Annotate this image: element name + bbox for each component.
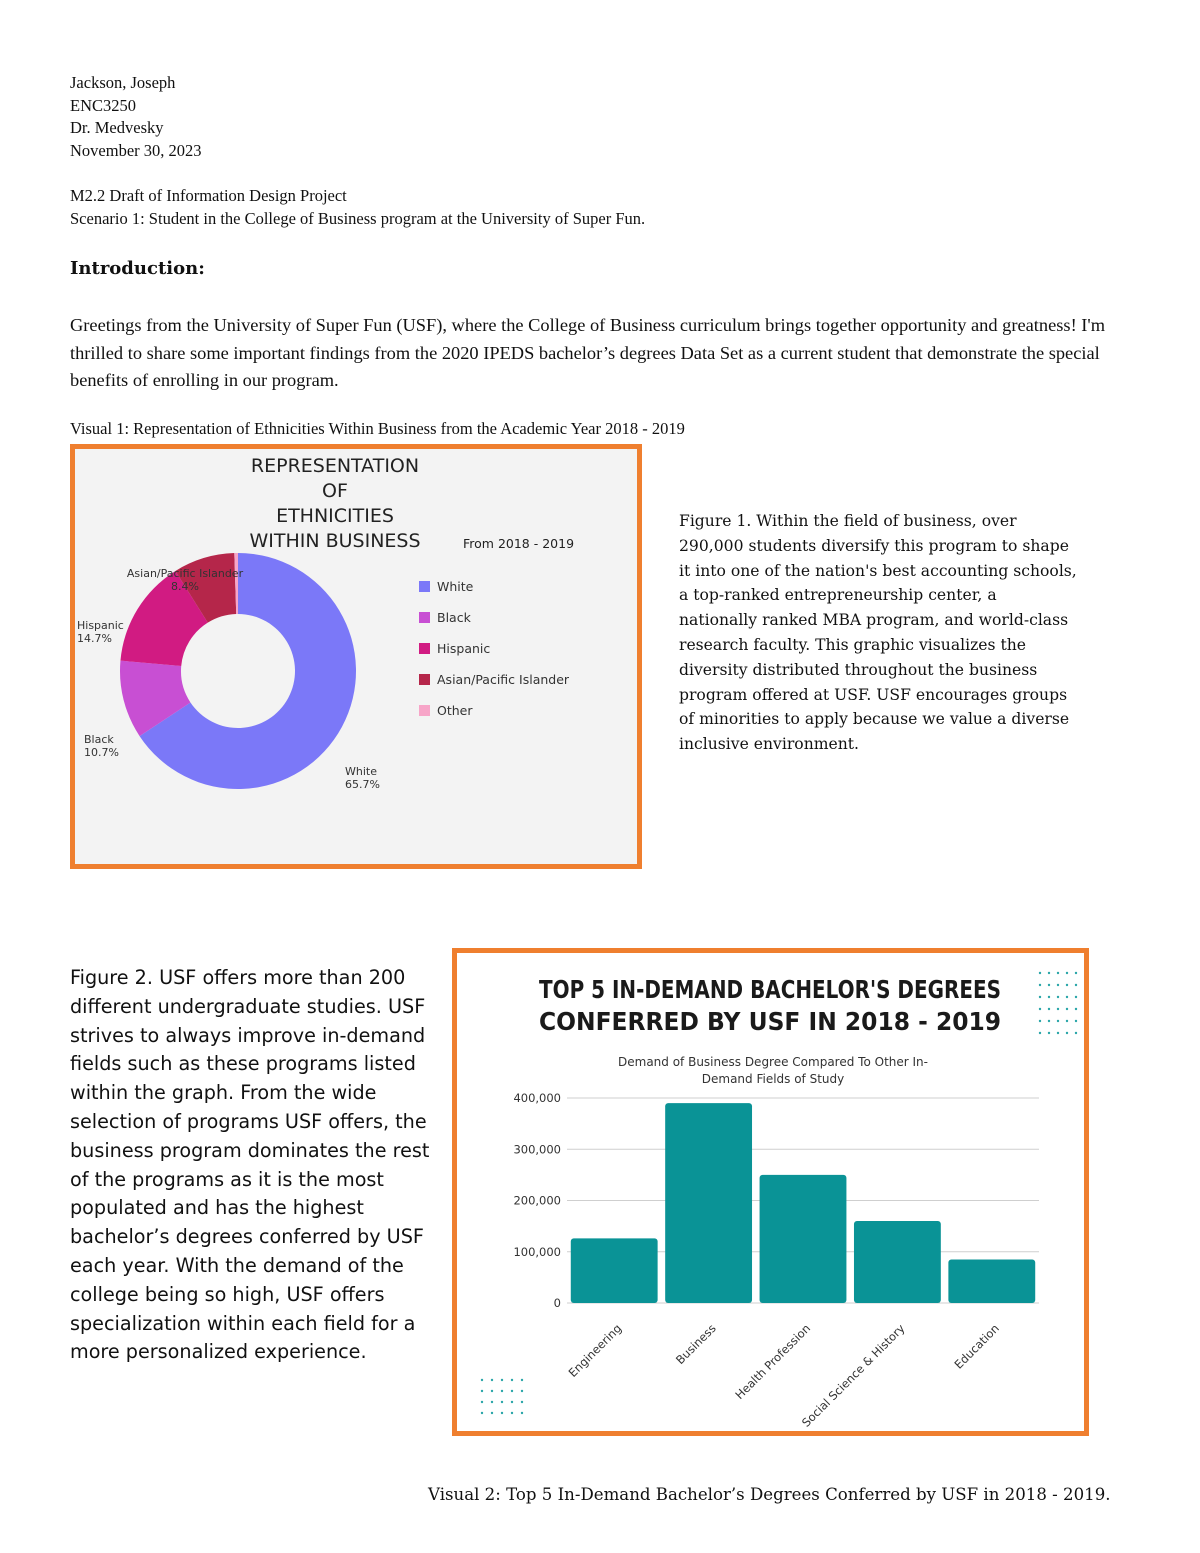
legend-swatch bbox=[419, 581, 430, 592]
donut-label-value: 8.4% bbox=[171, 580, 199, 593]
donut-title-line: REPRESENTATION bbox=[250, 455, 420, 477]
degrees-bar-chart bbox=[457, 953, 1084, 1431]
bar-chart-title-line: TOP 5 IN-DEMAND BACHELOR'S DEGREES bbox=[539, 975, 1001, 1004]
y-tick-label: 400,000 bbox=[513, 1091, 561, 1105]
intro-heading: Introduction: bbox=[70, 258, 205, 279]
donut-label-name: Black bbox=[84, 733, 114, 746]
intro-paragraph: Greetings from the University of Super Fun (USF), where the College of Business curriculum brings together opportunity and greatness! I'm thrilled to share some important findings from the 2020 IPEDS bachelor’s degrees Data Set as a current student that demonstrate the special benefits of enrolling in our program. bbox=[70, 315, 1106, 390]
figure1-text: Figure 1. Within the field of business, over 290,000 students diversify this program to shape it into one of the nation's best accounting schools, a top-ranked entrepreneurship center, a nationally ranked MBA program, and world-class research faculty. This graphic visualizes the diversity distributed throughout the business program offered at USF. USF encourages groups of minorities to apply because we value a diverse inclusive environment. bbox=[679, 512, 1077, 754]
x-tick-label: Engineering bbox=[565, 1321, 625, 1380]
dot bbox=[481, 1401, 483, 1403]
scenario-line: Scenario 1: Student in the College of Business program at the University of Super Fun. bbox=[70, 208, 646, 228]
donut-title bbox=[249, 455, 420, 552]
dot bbox=[491, 1379, 493, 1381]
dot bbox=[1039, 1032, 1041, 1034]
dot bbox=[1066, 984, 1068, 986]
bar-chart-subtitle-line: Demand of Business Degree Compared To Other In- bbox=[618, 1055, 928, 1069]
bar-chart-title-line: CONFERRED BY USF IN 2018 - 2019 bbox=[539, 1007, 1001, 1036]
dot bbox=[1048, 984, 1050, 986]
dot bbox=[1066, 972, 1068, 974]
legend-label: Other bbox=[437, 703, 473, 718]
legend-swatch bbox=[419, 674, 430, 685]
ethnicity-donut-chart bbox=[75, 449, 637, 864]
dot bbox=[511, 1390, 513, 1392]
dot bbox=[511, 1401, 513, 1403]
dot bbox=[1039, 1008, 1041, 1010]
dot bbox=[511, 1412, 513, 1414]
donut-title-line: ETHNICITIES bbox=[276, 505, 394, 527]
assignment-title: M2.2 Draft of Information Design Project bbox=[70, 185, 347, 205]
x-tick-label: Health Profession bbox=[732, 1321, 814, 1403]
dot bbox=[1039, 1020, 1041, 1022]
donut-title-line: OF bbox=[322, 480, 348, 502]
dot bbox=[511, 1379, 513, 1381]
dot bbox=[1057, 1008, 1059, 1010]
x-tick-label: Business bbox=[672, 1321, 719, 1367]
dot bbox=[521, 1412, 523, 1414]
dot bbox=[491, 1401, 493, 1403]
ethnicity-chart-frame bbox=[70, 444, 642, 869]
y-tick-label: 100,000 bbox=[513, 1244, 561, 1259]
y-tick-label: 0 bbox=[553, 1296, 561, 1310]
dot bbox=[1057, 1032, 1059, 1034]
document-date: November 30, 2023 bbox=[70, 140, 202, 160]
dot bbox=[481, 1379, 483, 1381]
dot bbox=[521, 1379, 523, 1381]
dot bbox=[1057, 996, 1059, 998]
figure2-text: Figure 2. USF offers more than 200 different undergraduate studies. USF strives to always improve in-demand fields such as these programs listed within the graph. From the wide selection of programs USF offers, the business program dominates the rest of the programs as it is the most populated and has the highest bachelor’s degrees conferred by USF each year. With the demand of the college being so high, USF offers specialization within each field for a more personalized experience. bbox=[70, 966, 430, 1364]
dot bbox=[1057, 1020, 1059, 1022]
dot bbox=[1048, 996, 1050, 998]
donut-label-name: Hispanic bbox=[77, 619, 124, 632]
dot bbox=[1066, 1020, 1068, 1022]
dot bbox=[1057, 984, 1059, 986]
dot bbox=[1057, 972, 1059, 974]
dot bbox=[1066, 1008, 1068, 1010]
x-tick-label: Education bbox=[951, 1321, 1002, 1372]
dot bbox=[1066, 996, 1068, 998]
dot bbox=[1075, 972, 1077, 974]
dot bbox=[501, 1401, 503, 1403]
dot bbox=[1039, 984, 1041, 986]
bar-health-profession bbox=[760, 1175, 847, 1303]
dot bbox=[1039, 972, 1041, 974]
dot bbox=[1048, 1008, 1050, 1010]
legend-label: White bbox=[437, 579, 474, 594]
visual1-caption: Visual 1: Representation of Ethnicities Within Business from the Academic Year 2018 - 2019 bbox=[70, 419, 685, 438]
x-tick-label: Social Science & History bbox=[798, 1321, 908, 1430]
dot bbox=[481, 1412, 483, 1414]
dot bbox=[1048, 1020, 1050, 1022]
legend-label: Asian/Pacific Islander bbox=[437, 672, 570, 687]
dot bbox=[1075, 1020, 1077, 1022]
dot bbox=[1075, 984, 1077, 986]
instructor-name: Dr. Medvesky bbox=[70, 118, 164, 138]
dot bbox=[491, 1390, 493, 1392]
bar-education bbox=[948, 1259, 1035, 1303]
y-tick-label: 300,000 bbox=[513, 1142, 561, 1157]
legend-swatch bbox=[419, 705, 430, 716]
dot bbox=[521, 1401, 523, 1403]
dot bbox=[1066, 1032, 1068, 1034]
dot bbox=[501, 1379, 503, 1381]
document-header bbox=[70, 72, 645, 230]
legend-label: Black bbox=[437, 610, 471, 625]
author-name: Jackson, Joseph bbox=[70, 73, 176, 92]
y-tick-label: 200,000 bbox=[513, 1193, 561, 1208]
donut-label-value: 65.7% bbox=[345, 778, 380, 791]
bar-social-science-history bbox=[854, 1221, 941, 1303]
donut-label-name: Asian/Pacific Islander bbox=[126, 567, 244, 580]
dot bbox=[1075, 1008, 1077, 1010]
dot bbox=[1075, 996, 1077, 998]
legend-swatch bbox=[419, 643, 430, 654]
dot bbox=[521, 1390, 523, 1392]
dot bbox=[1048, 972, 1050, 974]
legend-swatch bbox=[419, 612, 430, 623]
legend-label: Hispanic bbox=[437, 641, 491, 656]
donut-label-name: White bbox=[345, 765, 377, 778]
dot bbox=[491, 1412, 493, 1414]
donut-label-value: 14.7% bbox=[77, 632, 112, 645]
visual2-caption: Visual 2: Top 5 In-Demand Bachelor’s Degrees Conferred by USF in 2018 - 2019. bbox=[428, 1485, 1111, 1504]
course-code: ENC3250 bbox=[70, 95, 136, 115]
donut-subtitle: From 2018 - 2019 bbox=[463, 536, 575, 551]
bar-chart-subtitle-line: Demand Fields of Study bbox=[701, 1072, 845, 1086]
bar-engineering bbox=[571, 1238, 658, 1303]
dot bbox=[1039, 996, 1041, 998]
donut-title-line: WITHIN BUSINESS bbox=[249, 530, 421, 552]
donut-label-value: 10.7% bbox=[84, 746, 119, 759]
dot bbox=[1048, 1032, 1050, 1034]
dot bbox=[1075, 1032, 1077, 1034]
dot bbox=[501, 1390, 503, 1392]
degrees-chart-frame bbox=[452, 948, 1089, 1436]
dot bbox=[501, 1412, 503, 1414]
bar-business bbox=[665, 1103, 752, 1303]
dot bbox=[481, 1390, 483, 1392]
